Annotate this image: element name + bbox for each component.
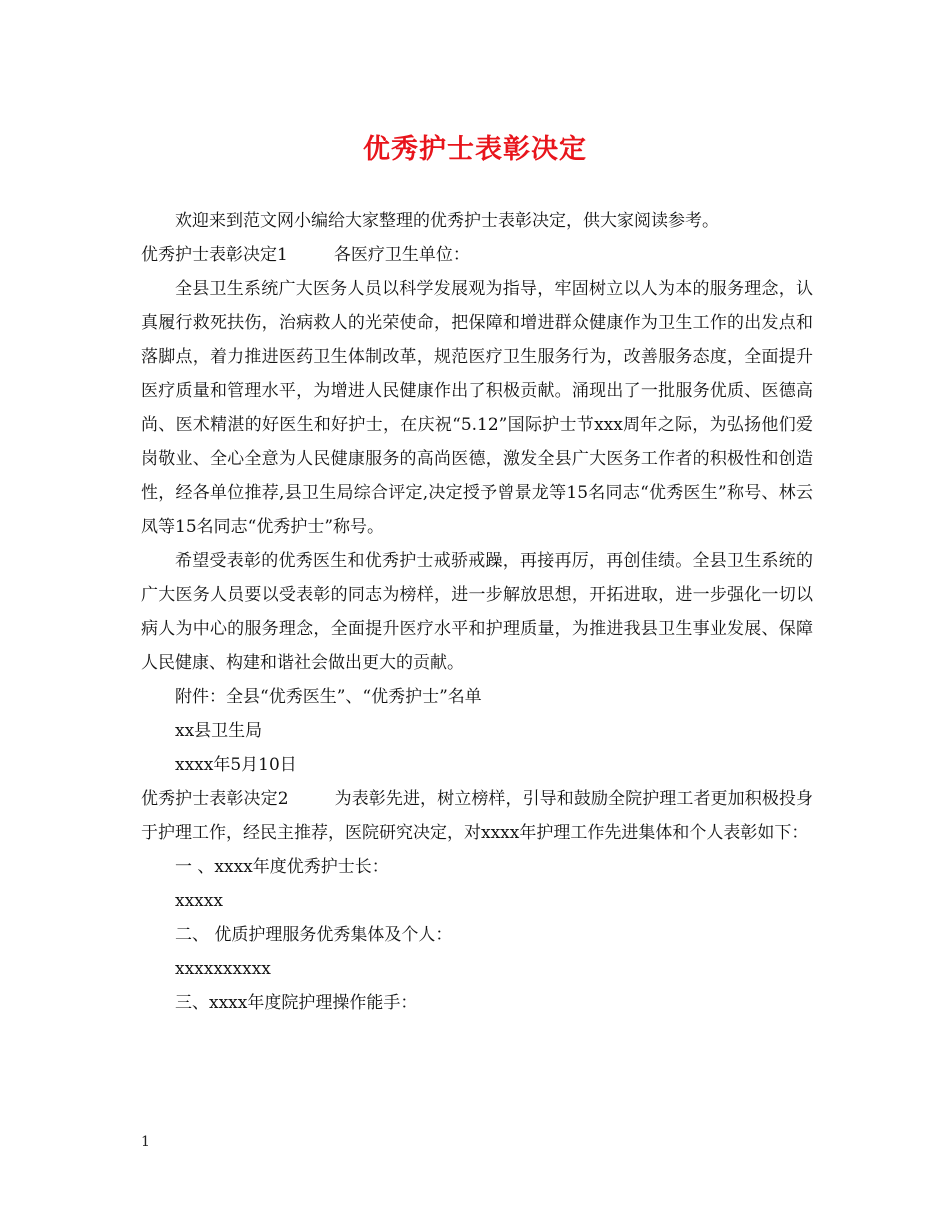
page-number: 1 — [141, 1134, 150, 1150]
section1-date: xxxx年5月10日 — [175, 755, 297, 775]
section2-item2-label: 二、 优质护理服务优秀集体及个人： — [175, 925, 453, 945]
section1-attachment: 附件：全县“优秀医生”、“优秀护士”名单 — [175, 687, 482, 707]
section1-issuer: xx县卫生局 — [175, 721, 263, 741]
section2-intro: 为表彰先进，树立榜样，引导和鼓励全院护理工者更加积极投身于护理工作，经民主推荐，医院研究决定，对xxxx年护理工作先进集体和个人表彰如下： — [141, 789, 813, 843]
section2-item1-label: 一 、xxxx年度优秀护士长： — [175, 857, 389, 877]
section1-heading-line — [141, 238, 813, 272]
document-title: 优秀护士表彰决定 — [363, 134, 587, 165]
section2-item1-value: xxxxx — [175, 891, 223, 911]
section1-paragraph-1: 全县卫生系统广大医务人员以科学发展观为指导，牢固树立以人为本的服务理念，认真履行救死扶伤，治病救人的光荣使命，把保障和增进群众健康作为卫生工作的出发点和落脚点，着力推进医药卫生体制改革，规范医疗卫生服务行为，改善服务态度，全面提升医疗质量和管理水平，为增进人民健康作出了积极贡献。涌现出了一批服务优质、医德高尚、医术精湛的好医生和好护士，在庆祝“5.12”国际护士节xxx周年之际，为弘扬他们爱岗敬业、全心全意为人民健康服务的高尚医德，激发全县广大医务工作者的积极性和创造性，经各单位推荐,县卫生局综合评定,决定授予曾景龙等15名同志“优秀医生”称号、林云凤等15名同志“优秀护士”称号。 — [141, 279, 813, 537]
section2-item2-value: xxxxxxxxxx — [175, 959, 271, 979]
document-body — [141, 204, 813, 1020]
section1-addressee: 各医疗卫生单位： — [333, 245, 470, 265]
section2-intro-paragraph — [141, 782, 813, 850]
section1-paragraph-2: 希望受表彰的优秀医生和优秀护士戒骄戒躁，再接再厉，再创佳绩。全县卫生系统的广大医务人员要以受表彰的同志为榜样，进一步解放思想，开拓进取，进一步强化一切以病人为中心的服务理念，全面提升医疗水平和护理质量，为推进我县卫生事业发展、保障人民健康、构建和谐社会做出更大的贡献。 — [141, 551, 813, 673]
intro-paragraph: 欢迎来到范文网小编给大家整理的优秀护士表彰决定，供大家阅读参考。 — [175, 211, 719, 231]
section2-heading: 优秀护士表彰决定2 — [141, 789, 289, 809]
section2-item3-label: 三、xxxx年度院护理操作能手： — [175, 993, 418, 1013]
section1-heading: 优秀护士表彰决定1 — [141, 245, 288, 265]
